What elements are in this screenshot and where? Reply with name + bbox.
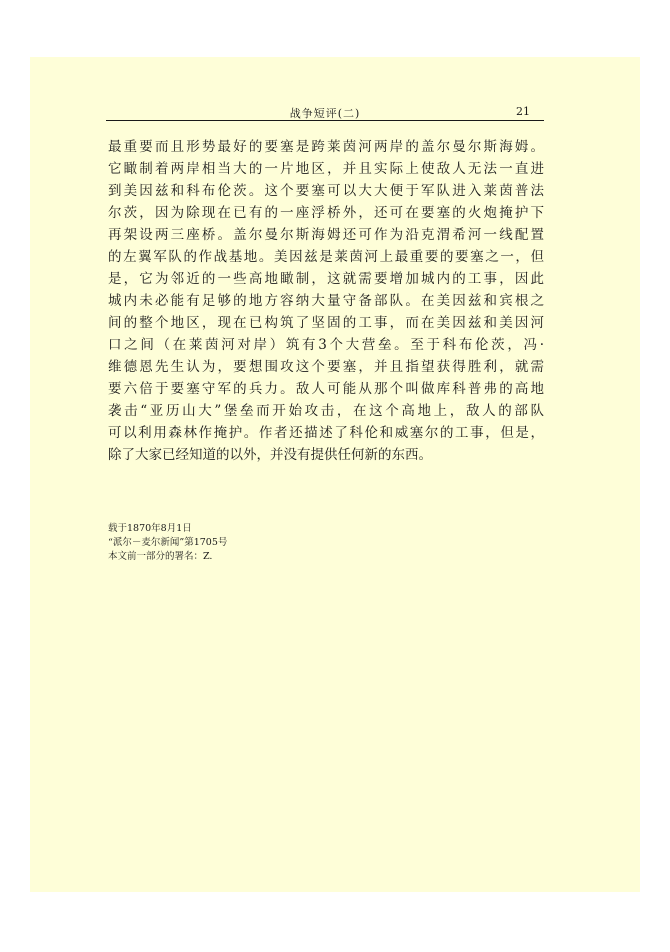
source-note: “派尔－麦尔新闻”第1705号 [108,537,228,548]
running-header-title: 战争短评(二) [289,107,361,120]
body-line: 间的整个地区，现在已构筑了坚固的工事，而在美因兹和美因河 [108,315,544,331]
body-line: 要六倍于要塞守军的兵力。敌人可能从那个叫做库科普弗的高地 [108,381,544,397]
body-line: 再架设两三座桥。盖尔曼尔斯海姆还可作为沿克渭希河一线配置 [108,227,544,243]
body-line: 它瞰制着两岸相当大的一片地区，并且实际上使敌人无法一直进 [108,161,544,177]
body-line: 袭击“亚历山大”堡垒而开始攻击，在这个高地上，敌人的部队 [108,403,544,419]
publication-date-note: 载于1870年8月1日 [108,523,192,534]
body-line: 到美因兹和科布伦茨。这个要塞可以大大便于军队进入莱茵普法 [108,183,544,199]
source-notes [108,522,227,564]
body-line: 最重要而且形势最好的要塞是跨莱茵河两岸的盖尔曼尔斯海姆。 [108,139,544,155]
body-line: 口之间（在莱茵河对岸）筑有3个大营垒。至于科布伦茨，冯· [108,337,544,353]
signature-note: 本文前一部分的署名：Z. [108,551,213,562]
body-line: 维德恩先生认为，要想围攻这个要塞，并且指望获得胜利，就需 [108,359,544,375]
body-line: 可以利用森林作掩护。作者还描述了科伦和威塞尔的工事，但是， [108,425,544,441]
body-line: 除了大家已经知道的以外，并没有提供任何新的东西。 [108,447,432,463]
running-header [106,104,544,121]
body-line: 城内未必能有足够的地方容纳大量守备部队。在美因兹和宾根之 [108,293,544,309]
body-line: 的左翼军队的作战基地。美因兹是莱茵河上最重要的要塞之一，但 [108,249,544,265]
page-number: 21 [516,105,530,118]
body-line: 尔茨，因为除现在已有的一座浮桥外，还可在要塞的火炮掩护下 [108,205,544,221]
body-line: 是，它为邻近的一些高地瞰制，这就需要增加城内的工事，因此 [108,271,544,287]
body-text [108,136,544,466]
